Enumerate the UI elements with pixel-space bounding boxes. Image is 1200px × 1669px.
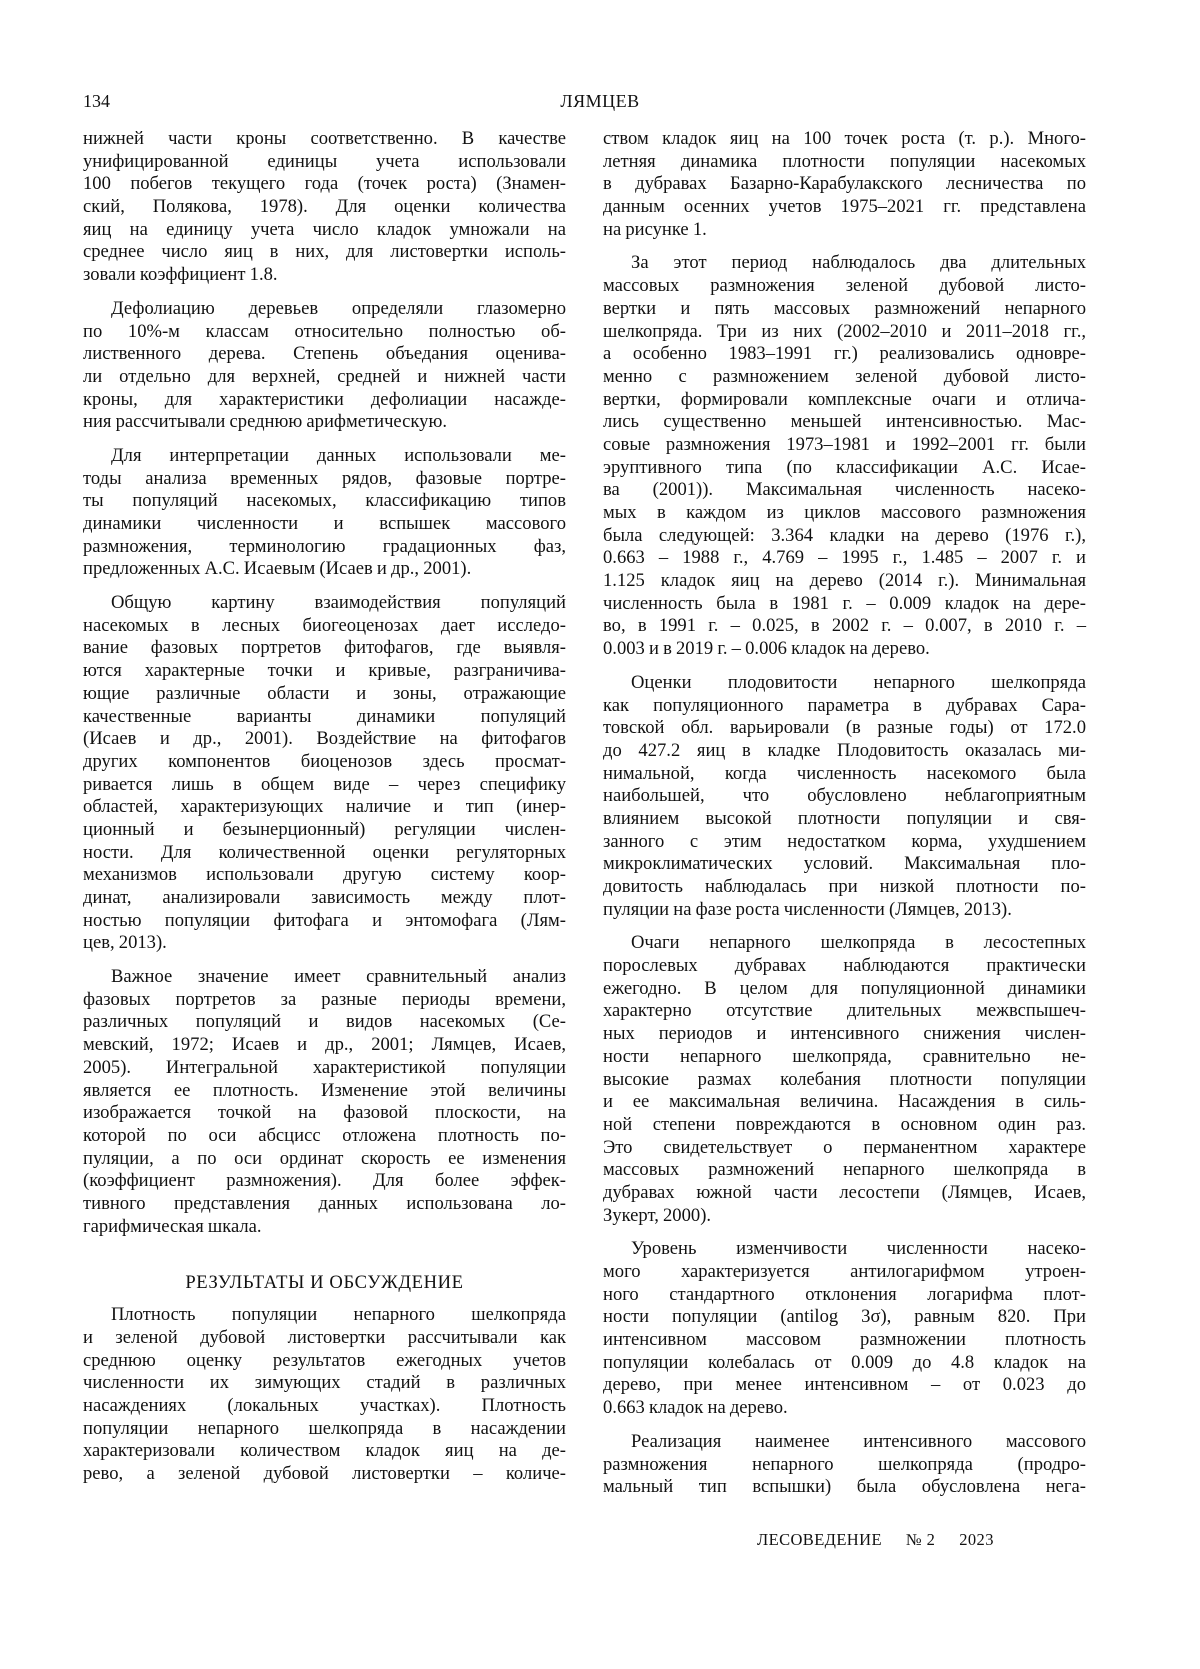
text-line: по 10%-м классам относительно полностью об- — [83, 321, 566, 344]
paragraph — [83, 966, 566, 1238]
text-line: ством кладок яиц на 100 точек роста (т. р.). Много- — [603, 128, 1086, 151]
text-line: областей, характеризующих наличие и тип (инер- — [83, 796, 566, 819]
text-line: динамики численности и вспышек массового — [83, 513, 566, 536]
text-line: дубравах южной части лесостепи (Лямцев, Исаев, — [603, 1182, 1086, 1205]
text-line: среднее число яиц в них, для листовертки исполь- — [83, 241, 566, 264]
text-line: гарифмическая шкала. — [83, 1216, 566, 1239]
text-line: Уровень изменчивости численности насеко- — [603, 1238, 1086, 1261]
text-line: насекомых в лесных биогеоценозах дает исследо- — [83, 615, 566, 638]
text-line: 0.003 и в 2019 г. – 0.006 кладок на дерево. — [603, 638, 1086, 661]
text-line: ты популяций насекомых, классификацию типов — [83, 490, 566, 513]
text-line: популяции колебалась от 0.009 до 4.8 кладок на — [603, 1352, 1086, 1375]
text-line: ционный и безынерционный) регуляции числен- — [83, 819, 566, 842]
text-line: рево, а зеленой дубовой листовертки – количе- — [83, 1463, 566, 1486]
text-line: ности. Для количественной оценки регуляторных — [83, 842, 566, 865]
text-line: наибольшей, что обусловлено неблагоприятным — [603, 785, 1086, 808]
text-line: летняя динамика плотности популяции насекомых — [603, 151, 1086, 174]
text-line: ривается лишь в общем виде – через специфику — [83, 774, 566, 797]
text-line: и зеленой дубовой листовертки рассчитывали как — [83, 1327, 566, 1350]
text-line: динат, анализировали зависимость между плот- — [83, 887, 566, 910]
text-line: ности популяции (antilog 3σ), равным 820. При — [603, 1306, 1086, 1329]
text-line: насаждениях (локальных участках). Плотность — [83, 1395, 566, 1418]
text-line: как популяционного параметра в дубравах Сара- — [603, 695, 1086, 718]
text-line: довитость наблюдалась при низкой плотности по- — [603, 876, 1086, 899]
text-line: массовых размножений непарного шелкопряда в — [603, 1159, 1086, 1182]
paragraph — [603, 252, 1086, 660]
text-line: до 427.2 яиц в кладке Плодовитость оказалась ми- — [603, 740, 1086, 763]
text-line: тоды анализа временных рядов, фазовые портре- — [83, 468, 566, 491]
text-line: которой по оси абсцисс отложена плотность по- — [83, 1125, 566, 1148]
text-line: За этот период наблюдалось два длительных — [603, 252, 1086, 275]
text-line: ский, Полякова, 1978). Для оценки количества — [83, 196, 566, 219]
text-line: Плотность популяции непарного шелкопряда — [83, 1304, 566, 1327]
text-line: 1.125 кладок яиц на дерево (2014 г.). Минимальная — [603, 570, 1086, 593]
text-line: 0.663 – 1988 г., 4.769 – 1995 г., 1.485 – 2007 г. и — [603, 547, 1086, 570]
text-line: менно с размножением зеленой дубовой листо- — [603, 366, 1086, 389]
text-line: цев, 2013). — [83, 932, 566, 955]
text-line: кроны, для характеристики дефолиации насажде- — [83, 389, 566, 412]
text-line: мого характеризуется антилогарифмом утроен- — [603, 1261, 1086, 1284]
text-line: совые размножения 1973–1981 и 1992–2001 гг. были — [603, 434, 1086, 457]
footer — [757, 1530, 1018, 1550]
text-line: Для интерпретации данных использовали ме- — [83, 445, 566, 468]
text-line: мых в каждом из циклов массового размножения — [603, 502, 1086, 525]
paragraph — [603, 1238, 1086, 1420]
text-line: на рисунке 1. — [603, 219, 1086, 242]
text-line: Реализация наименее интенсивного массового — [603, 1431, 1086, 1454]
text-line: высокие размах колебания плотности популяции — [603, 1069, 1086, 1092]
text-line: порослевых дубравах наблюдаются практически — [603, 955, 1086, 978]
text-line: эруптивного типа (по классификации А.С. Исае- — [603, 457, 1086, 480]
text-line: вание фазовых портретов фитофагов, где выявля- — [83, 637, 566, 660]
text-line: ли отдельно для верхней, средней и нижней части — [83, 366, 566, 389]
text-line: мевский, 1972; Исаев и др., 2001; Лямцев, Исаев, — [83, 1034, 566, 1057]
text-line: товской обл. варьировали (в разные годы) от 172.0 — [603, 717, 1086, 740]
paragraph — [603, 932, 1086, 1227]
text-line: лись существенно меньшей интенсивностью. Мас- — [603, 411, 1086, 434]
text-line: 100 побегов текущего года (точек роста) (Знамен- — [83, 173, 566, 196]
paragraph — [83, 1304, 566, 1486]
paragraph — [603, 672, 1086, 922]
text-line: характеризовали количеством кладок яиц на де- — [83, 1440, 566, 1463]
text-line: интенсивном массовом размножении плотность — [603, 1329, 1086, 1352]
text-line: а особенно 1983–1991 гг.) реализовались одновре- — [603, 343, 1086, 366]
text-line: пуляции на фазе роста численности (Лямцев, 2013). — [603, 899, 1086, 922]
left-column — [83, 128, 566, 1486]
text-line: нимальной, когда численность насекомого была — [603, 763, 1086, 786]
text-line: Общую картину взаимодействия популяций — [83, 592, 566, 615]
text-line: лиственного дерева. Степень объедания оценива- — [83, 343, 566, 366]
text-line: вертки и пять массовых размножений непарного — [603, 298, 1086, 321]
text-line: данным осенних учетов 1975–2021 гг. представлена — [603, 196, 1086, 219]
journal-name: ЛЕСОВЕДЕНИЕ — [757, 1530, 882, 1549]
text-line: изображается точкой на фазовой плоскости, на — [83, 1102, 566, 1125]
paragraph — [83, 592, 566, 955]
right-column — [603, 128, 1086, 1499]
text-line: мальный тип вспышки) была обусловлена нега- — [603, 1476, 1086, 1499]
text-line: Важное значение имеет сравнительный анализ — [83, 966, 566, 989]
text-line: среднюю оценку результатов ежегодных учетов — [83, 1350, 566, 1373]
text-line: является ее плотность. Изменение этой величины — [83, 1080, 566, 1103]
text-line: нижней части кроны соответственно. В качестве — [83, 128, 566, 151]
text-line: пуляции, а по оси ординат скорость ее изменения — [83, 1148, 566, 1171]
text-line: (коэффициент размножения). Для более эффек- — [83, 1170, 566, 1193]
section-heading: РЕЗУЛЬТАТЫ И ОБСУЖДЕНИЕ — [83, 1271, 566, 1295]
issue-number: № 2 — [906, 1530, 935, 1549]
text-line: ностью популяции фитофага и энтомофага (Лям- — [83, 910, 566, 933]
text-line: и ее максимальная величина. Насаждения в силь- — [603, 1091, 1086, 1114]
text-line: зовали коэффициент 1.8. — [83, 264, 566, 287]
text-line: тивного представления данных использована ло- — [83, 1193, 566, 1216]
text-line: во, в 1991 г. – 0.025, в 2002 г. – 0.007, в 2010 г. – — [603, 615, 1086, 638]
text-line: различных популяций и видов насекомых (Се- — [83, 1011, 566, 1034]
paragraph — [83, 298, 566, 434]
text-line: в дубравах Базарно-Карабулакского лесничества по — [603, 173, 1086, 196]
text-line: ной степени повреждаются в основном один раз. — [603, 1114, 1086, 1137]
text-line: Оценки плодовитости непарного шелкопряда — [603, 672, 1086, 695]
text-line: размножения, терминологию градационных фаз, — [83, 536, 566, 559]
page-number: 134 — [83, 90, 143, 112]
text-line: численности их зимующих стадий в различных — [83, 1372, 566, 1395]
paragraph — [83, 445, 566, 581]
text-line: занного с этим недостатком корма, ухудшением — [603, 831, 1086, 854]
text-line: ющие различные области и зоны, отражающие — [83, 683, 566, 706]
text-line: влиянием высокой плотности популяции и свя- — [603, 808, 1086, 831]
text-line: ва (2001)). Максимальная численность насеко- — [603, 479, 1086, 502]
text-line: ежегодно. В целом для популяционной динамики — [603, 978, 1086, 1001]
text-line: характерно отсутствие длительных межвспышеч- — [603, 1000, 1086, 1023]
text-line: Это свидетельствует о перманентном характере — [603, 1137, 1086, 1160]
text-line: других компонентов биоценозов здесь просмат- — [83, 751, 566, 774]
text-line: 0.663 кладок на дерево. — [603, 1397, 1086, 1420]
text-line: вертки, формировали комплексные очаги и отлича- — [603, 389, 1086, 412]
text-line: 2005). Интегральной характеристикой популяции — [83, 1057, 566, 1080]
text-line: дерево, при менее интенсивном – от 0.023 до — [603, 1374, 1086, 1397]
text-line: массовых размножения зеленой дубовой листо- — [603, 275, 1086, 298]
text-line: шелкопряда. Три из них (2002–2010 и 2011–2018 гг., — [603, 321, 1086, 344]
text-line: фазовых портретов за разные периоды времени, — [83, 989, 566, 1012]
text-line: популяции непарного шелкопряда в насаждении — [83, 1418, 566, 1441]
text-line: Дефолиацию деревьев определяли глазомерно — [83, 298, 566, 321]
text-line: размножения непарного шелкопряда (продро- — [603, 1454, 1086, 1477]
text-line: качественные варианты динамики популяций — [83, 706, 566, 729]
text-line: численность была в 1981 г. – 0.009 кладок на дере- — [603, 593, 1086, 616]
text-line: унифицированной единицы учета использовали — [83, 151, 566, 174]
text-line: микроклиматических условий. Максимальная пло- — [603, 853, 1086, 876]
text-line: ного стандартного отклонения логарифма плот- — [603, 1284, 1086, 1307]
text-line: предложенных А.С. Исаевым (Исаев и др., 2001). — [83, 558, 566, 581]
paragraph — [83, 128, 566, 287]
text-line: яиц на единицу учета число кладок умножали на — [83, 219, 566, 242]
text-line: Зукерт, 2000). — [603, 1205, 1086, 1228]
text-line: ются характерные точки и кривые, разграничива- — [83, 660, 566, 683]
text-line: ных периодов и интенсивного снижения числен- — [603, 1023, 1086, 1046]
running-title: ЛЯМЦЕВ — [480, 90, 720, 112]
text-line: ния рассчитывали среднюю арифметическую. — [83, 411, 566, 434]
text-line: ности непарного шелкопряда, сравнительно не- — [603, 1046, 1086, 1069]
text-line: была следующей: 3.364 кладки на дерево (1976 г.), — [603, 525, 1086, 548]
paragraph — [603, 128, 1086, 241]
text-line: механизмов использовали другую систему коор- — [83, 864, 566, 887]
paragraph — [603, 1431, 1086, 1499]
year: 2023 — [959, 1530, 994, 1549]
text-line: Очаги непарного шелкопряда в лесостепных — [603, 932, 1086, 955]
text-line: (Исаев и др., 2001). Воздействие на фитофагов — [83, 728, 566, 751]
